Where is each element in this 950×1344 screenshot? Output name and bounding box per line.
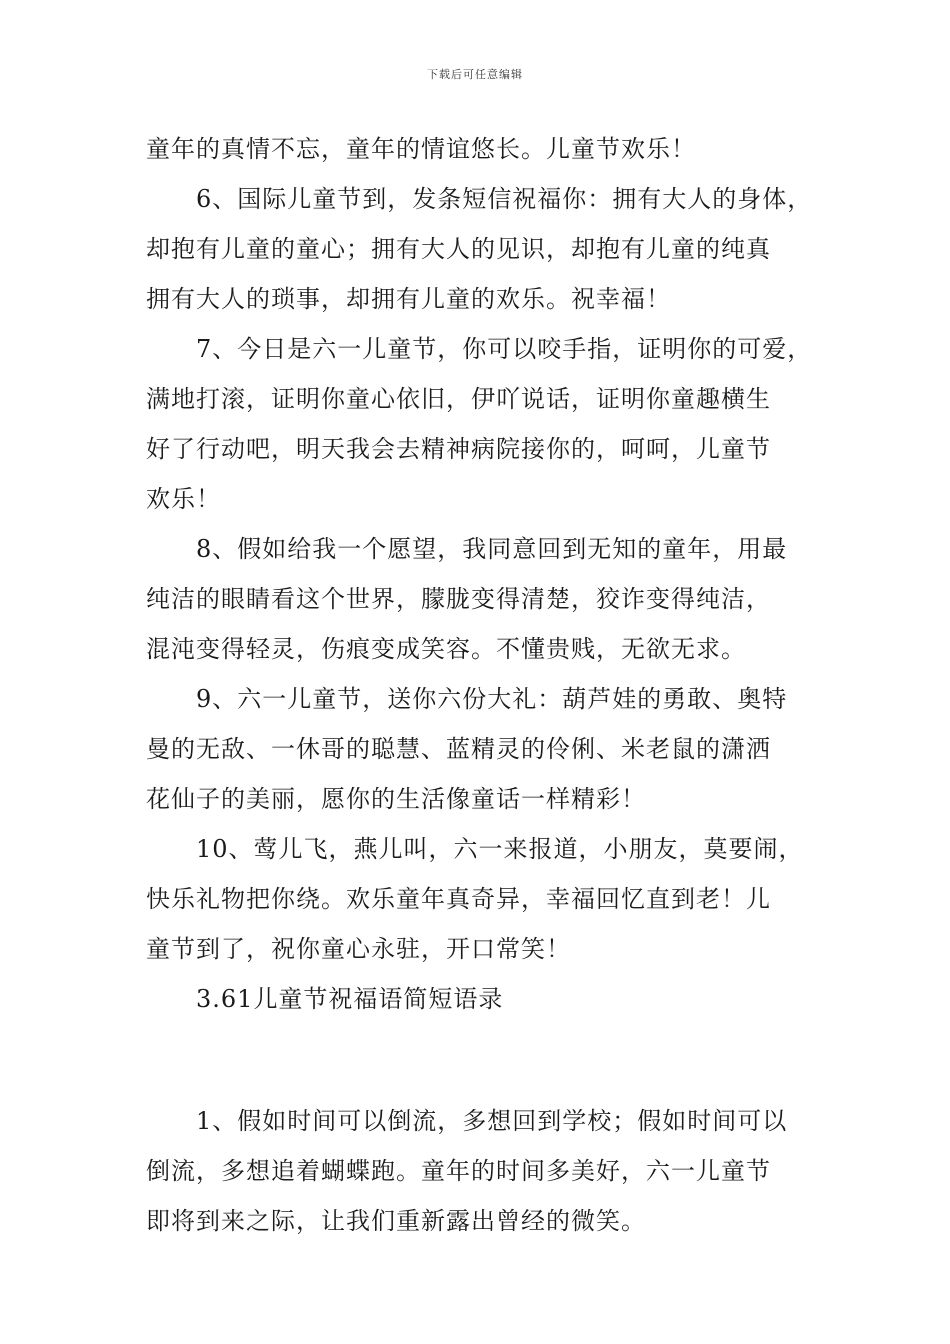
paragraph-line: 花仙子的美丽，愿你的生活像童话一样精彩！ xyxy=(146,785,646,813)
paragraph-line: 童年的真情不忘，童年的情谊悠长。儿童节欢乐！ xyxy=(146,135,696,163)
paragraph-line: 9、六一儿童节，送你六份大礼：葫芦娃的勇敢、奥特 xyxy=(196,685,788,713)
paragraph-line: 却抱有儿童的童心；拥有大人的见识，却抱有儿童的纯真 xyxy=(146,235,771,263)
paragraph-line: 拥有大人的琐事，却拥有儿童的欢乐。祝幸福！ xyxy=(146,285,671,313)
paragraph-line: 即将到来之际，让我们重新露出曾经的微笑。 xyxy=(146,1207,646,1235)
paragraph-line: 快乐礼物把你绕。欢乐童年真奇异，幸福回忆直到老！儿 xyxy=(146,885,771,913)
paragraph-line: 好了行动吧，明天我会去精神病院接你的，呵呵，儿童节 xyxy=(146,435,771,463)
paragraph-line: 1、假如时间可以倒流，多想回到学校；假如时间可以 xyxy=(196,1107,788,1135)
paragraph-line: 6、国际儿童节到，发条短信祝福你：拥有大人的身体， xyxy=(196,185,813,213)
paragraph-line: 7、今日是六一儿童节，你可以咬手指，证明你的可爱， xyxy=(196,335,813,363)
document-body xyxy=(146,124,846,1246)
paragraph-line: 倒流，多想追着蝴蝶跑。童年的时间多美好，六一儿童节 xyxy=(146,1157,771,1185)
paragraph-line: 满地打滚，证明你童心依旧，伊吖说话，证明你童趣横生 xyxy=(146,385,771,413)
paragraph-line: 纯洁的眼睛看这个世界，朦胧变得清楚，狡诈变得纯洁， xyxy=(146,585,771,613)
paragraph-line: 童节到了，祝你童心永驻，开口常笑！ xyxy=(146,935,571,963)
paragraph-line: 10、莺儿飞，燕儿叫，六一来报道，小朋友，莫要闹， xyxy=(196,835,804,863)
paragraph-line: 欢乐！ xyxy=(146,485,221,513)
paragraph-line: 混沌变得轻灵，伤痕变成笑容。不懂贵贱，无欲无求。 xyxy=(146,635,746,663)
blank-gap xyxy=(146,1024,846,1096)
paragraph-line: 曼的无敌、一休哥的聪慧、蓝精灵的伶俐、米老鼠的潇洒 xyxy=(146,735,771,763)
header-note: 下载后可任意编辑 xyxy=(427,68,523,81)
section-heading: 3.61儿童节祝福语简短语录 xyxy=(196,985,504,1013)
paragraph-line: 8、假如给我一个愿望，我同意回到无知的童年，用最 xyxy=(196,535,788,563)
